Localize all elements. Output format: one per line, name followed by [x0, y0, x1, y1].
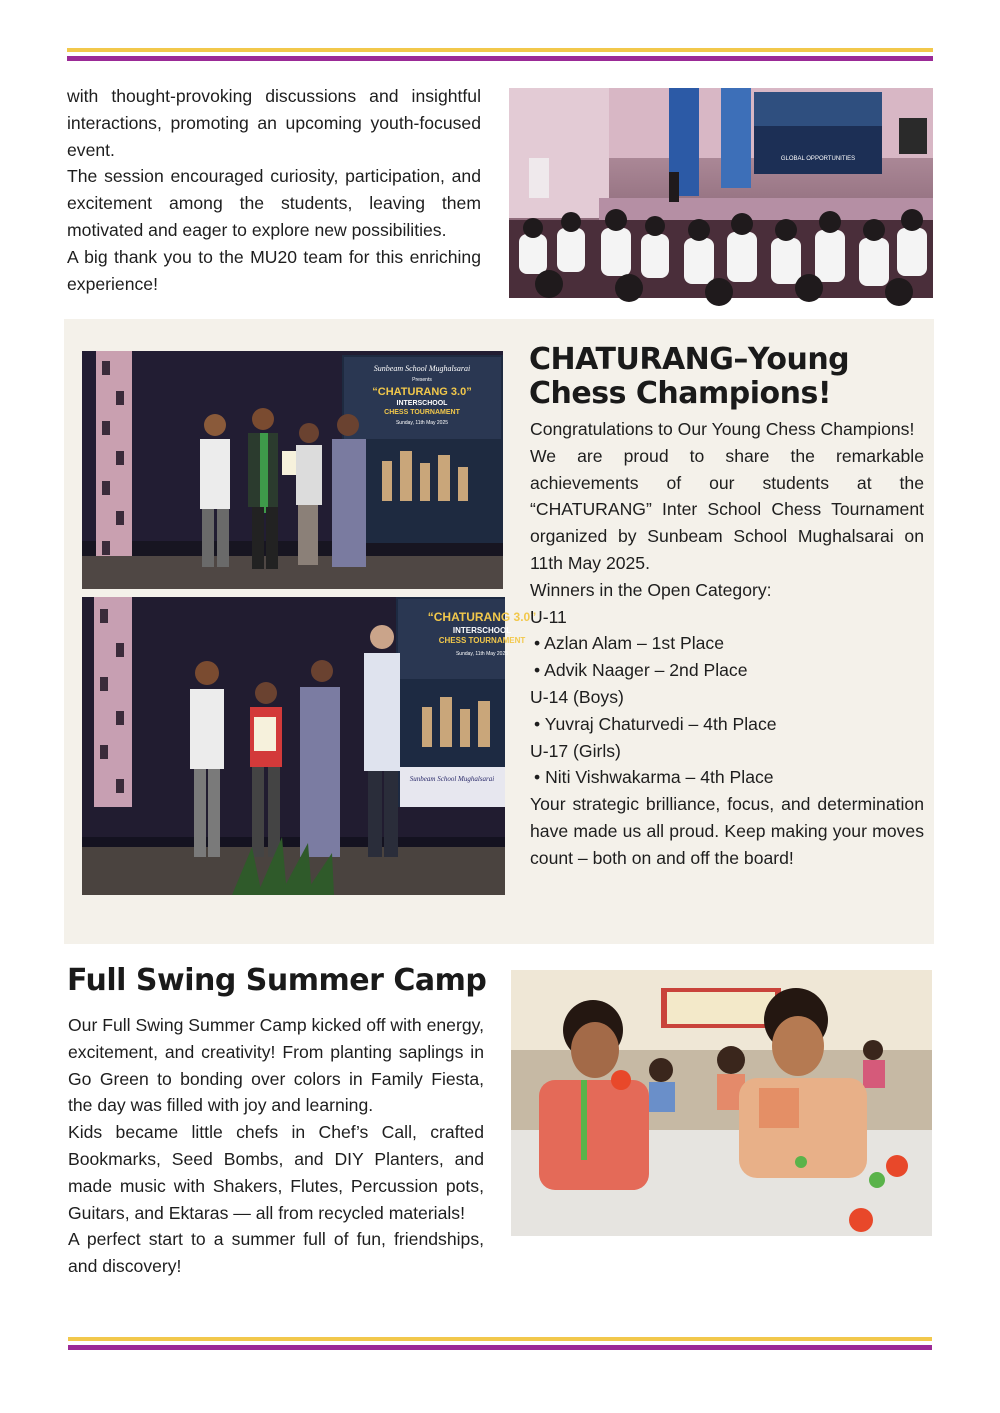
- intro-paragraph-3: A big thank you to the MU20 team for this enriching experience!: [67, 246, 481, 294]
- auditorium-photo: [509, 88, 933, 298]
- chess-banner-date-2: Sunday, 11th May 2025: [455, 651, 509, 657]
- camp-title: Full Swing Summer Camp: [67, 963, 487, 998]
- chess-paragraph-2: We are proud to share the remarkable achievements of our students at the “CHATURANG” Inter School Chess Tournament organized by Sunbeam School Mughalsarai on 11th May 2025.: [530, 445, 924, 573]
- camp-paragraph-2: Kids became little chefs in Chef’s Call, crafted Bookmarks, Seed Bombs, and DIY Planters, and made music with Shakers, Flutes, Percussion pots, Guitars, and Ektaras — all from recycled materials!: [68, 1122, 484, 1223]
- chess-title: CHATURANG–Young Chess Champions!: [529, 342, 850, 411]
- chess-banner-line2-1: INTERSCHOOL: [396, 400, 448, 407]
- chess-paragraph-1: Congratulations to Our Young Chess Champions!: [530, 419, 915, 439]
- chess-banner-event-1: “CHATURANG 3.0”: [372, 386, 472, 398]
- chess-banner-line3-1: CHESS TOURNAMENT: [384, 409, 460, 416]
- intro-paragraph-2: The session encouraged curiosity, participation, and excitement among the students, leaving them motivated and eager to explore new possibilities.: [67, 166, 481, 240]
- list-item: • Niti Vishwakarma – 4th Place: [530, 764, 924, 791]
- chess-banner-school-1: Sunbeam School Mughalsarai: [373, 364, 471, 373]
- u11-list: [530, 630, 924, 684]
- chess-banner-presents-1: Presents: [412, 377, 432, 383]
- intro-text: [67, 83, 481, 297]
- intro-paragraph-1: with thought-provoking discussions and insightful interactions, promoting an upcoming youth-focused event.: [67, 86, 481, 160]
- group-label-u11: U-11: [530, 606, 567, 627]
- list-item: • Azlan Alam – 1st Place: [530, 630, 924, 657]
- summer-camp-photo: [511, 970, 932, 1236]
- u17-list: [530, 764, 924, 791]
- chess-closing: Your strategic brilliance, focus, and determination have made us all proud. Keep making your moves count – both on and off the board!: [530, 794, 924, 868]
- top-divider: [67, 48, 933, 61]
- chess-banner-line3-2: CHESS TOURNAMENT: [438, 636, 526, 645]
- chess-banner-date-1: Sunday, 11th May 2025: [395, 420, 449, 426]
- chess-banner-line2-2: INTERSCHOOL: [452, 626, 512, 635]
- list-item: • Yuvraj Chaturvedi – 4th Place: [530, 711, 924, 738]
- chess-award-photo-2: [82, 597, 537, 895]
- chess-award-photo-1: [82, 351, 503, 589]
- winners-heading: Winners in the Open Category:: [530, 579, 772, 600]
- group-label-u14: U-14 (Boys): [530, 686, 624, 707]
- chess-banner-school-2: Sunbeam School Mughalsarai: [409, 775, 495, 783]
- u14-list: [530, 711, 924, 738]
- camp-paragraph-3: A perfect start to a summer full of fun, friendships, and discovery!: [68, 1229, 484, 1277]
- auditorium-banner-text: GLOBAL OPPORTUNITIES: [780, 156, 856, 162]
- group-label-u17: U-17 (Girls): [530, 740, 621, 761]
- chess-banner-event-2: “CHATURANG 3.0”: [427, 610, 537, 624]
- chess-text: [530, 416, 924, 872]
- camp-text: [68, 1012, 484, 1280]
- list-item: • Advik Naager – 2nd Place: [530, 657, 924, 684]
- bottom-divider: [68, 1337, 932, 1350]
- camp-paragraph-1: Our Full Swing Summer Camp kicked off with energy, excitement, and creativity! From planting saplings in Go Green to bonding over colors in Family Fiesta, the day was filled with joy and learning.: [68, 1015, 484, 1116]
